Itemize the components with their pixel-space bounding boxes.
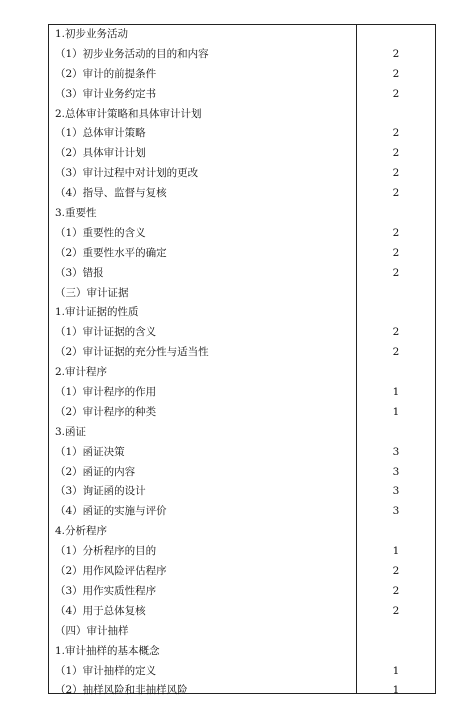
row-value: 2 [392,187,400,200]
row-label: （1）审计证据的含义 [55,326,157,339]
row-value: 1 [392,545,400,558]
row-label: （4）函证的实施与评价 [55,505,167,518]
row-label: 1.审计抽样的基本概念 [55,644,160,657]
row-value: 2 [392,565,400,578]
table-body [49,25,435,701]
row-label: （2）审计的前提条件 [55,67,157,80]
row-value: 2 [392,87,400,100]
row-value: 3 [392,465,400,478]
row-value: 2 [392,67,400,80]
row-value: 2 [392,47,400,60]
row-value: 3 [392,445,400,458]
table-row [49,582,435,602]
table-row [49,562,435,582]
table-row [49,622,435,642]
row-label: （1）初步业务活动的目的和内容 [55,47,209,60]
row-value: 2 [392,226,400,239]
syllabus-table [48,24,436,697]
row-label: 3.重要性 [55,207,97,220]
table-row [49,184,435,204]
table-row [49,343,435,363]
row-label: 4.分析程序 [55,525,108,538]
row-label: （2）重要性水平的确定 [55,246,167,259]
table-row [49,323,435,343]
row-label: （2）抽样风险和非抽样风险 [55,684,188,697]
table-row [49,482,435,502]
table-row [49,204,435,224]
row-label: （3）询证函的设计 [55,485,146,498]
table-row [49,45,435,65]
row-label: （1）审计程序的作用 [55,386,157,399]
table-row [49,144,435,164]
row-value: 2 [392,584,400,597]
table-row [49,423,435,443]
row-label: （2）审计证据的充分性与适当性 [55,346,209,359]
row-label: （1）总体审计策略 [55,127,146,140]
row-label: （4）用于总体复核 [55,604,146,617]
table-row [49,363,435,383]
row-label: （3）审计过程中对计划的更改 [55,167,199,180]
row-label: 2.总体审计策略和具体审计计划 [55,107,202,120]
row-value: 3 [392,505,400,518]
row-value: 2 [392,147,400,160]
row-value: 1 [392,664,400,677]
row-label: （1）审计抽样的定义 [55,664,157,677]
table-row [49,403,435,423]
table-row [49,662,435,682]
table-row [49,284,435,304]
row-label: 3.函证 [55,425,87,438]
table-row [49,65,435,85]
row-value: 2 [392,266,400,279]
table-row [49,105,435,125]
row-label: （3）用作实质性程序 [55,584,157,597]
row-label: （4）指导、监督与复核 [55,187,167,200]
row-value: 3 [392,485,400,498]
table-row [49,25,435,45]
row-value: 2 [392,326,400,339]
table-row [49,502,435,522]
row-label: （2）具体审计计划 [55,147,146,160]
row-label: 1.初步业务活动 [55,28,129,40]
row-value: 2 [392,127,400,140]
row-label: 1.审计证据的性质 [55,306,139,319]
table-row [49,681,435,701]
row-value: 1 [392,386,400,399]
table-row [49,542,435,562]
row-label: （2）用作风险评估程序 [55,565,167,578]
row-label: （3）审计业务约定书 [55,87,157,100]
table-row [49,443,435,463]
table-row [49,224,435,244]
table-row [49,85,435,105]
row-value: 2 [392,346,400,359]
row-value: 2 [392,604,400,617]
table-row [49,642,435,662]
table-row [49,463,435,483]
row-label: （2）函证的内容 [55,465,136,478]
table-row [49,244,435,264]
row-value: 1 [392,405,400,418]
table-row [49,164,435,184]
row-value: 1 [392,684,400,697]
row-label: （2）审计程序的种类 [55,405,157,418]
table-row [49,303,435,323]
table-row [49,602,435,622]
row-label: （1）分析程序的目的 [55,545,157,558]
row-label: （三）审计证据 [55,286,129,299]
table-row [49,383,435,403]
table-row [49,264,435,284]
row-value: 2 [392,246,400,259]
row-label: （1）函证决策 [55,445,125,458]
row-label: （四）审计抽样 [55,624,129,637]
row-label: 2.审计程序 [55,366,108,379]
row-label: （1）重要性的含义 [55,226,146,239]
table-row [49,124,435,144]
table-row [49,522,435,542]
row-value: 2 [392,167,400,180]
row-label: （3）错报 [55,266,104,279]
